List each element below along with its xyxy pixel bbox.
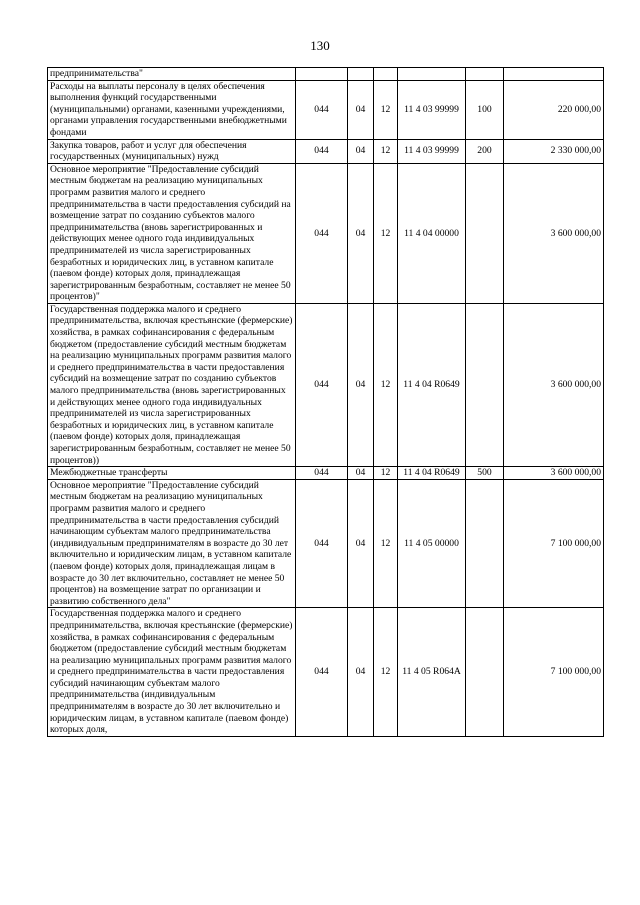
target-article: 11 4 03 99999	[398, 139, 466, 163]
table-row	[48, 479, 604, 608]
table-row	[48, 303, 604, 466]
amount: 3 600 000,00	[504, 467, 604, 480]
row-name: Межбюджетные трансферты	[48, 467, 296, 480]
row-name: Основное мероприятие "Предоставление субсидий местным бюджетам на реализацию муниципальных программ развития малого и среднего предпринимательства в части предоставления субсидий на возмещение затрат по созданию субъектов малого предпринимательства (вновь зарегистрированных и действующих менее одного года индивидуальных предпринимателей из числа зарегистрированных безработных и юридических лиц, в уставном капитале (паевом фонде) которых доля, принадлежащая зарегистрированным безработным, составляет не менее 50 процентов)"	[48, 163, 296, 303]
section-code: 04	[348, 80, 374, 139]
amount: 7 100 000,00	[504, 479, 604, 608]
expense-type	[466, 68, 504, 81]
row-name: Государственная поддержка малого и среднего предпринимательства, включая крестьянские (фермерские) хозяйства, в рамках софинансирования с федеральным бюджетом (предоставление субсидий местным бюджетам на реализацию муниципальных программ развития малого и среднего предпринимательства в части предоставления субсидий начинающим субъектам малого предпринимательства (индивидуальным предпринимателям в возрасте до 30 лет включительно и юридическим лицам, в уставном капитале (паевом фонде) которых доля,	[48, 608, 296, 737]
subsection-code: 12	[374, 467, 398, 480]
section-code: 04	[348, 608, 374, 737]
row-name: Основное мероприятие "Предоставление субсидий местным бюджетам на реализацию муниципальных программ развития малого и среднего предпринимательства в части предоставления субсидий начинающим субъектам малого предпринимательства (индивидуальным предпринимателям в возрасте до 30 лет включительно и юридическим лицам, в уставном капитале (паевом фонде) которых доля, принадлежащая лицам в возрасте до 30 лет включительно, составляет не менее 50 процентов) на возмещение затрат по организации и развитию собственного дела"	[48, 479, 296, 608]
expense-type	[466, 608, 504, 737]
row-name: Расходы на выплаты персоналу в целях обеспечения выполнения функций государственными (муниципальными) органами, казенными учреждениями, органами управления государственными внебюджетными фондами	[48, 80, 296, 139]
subsection-code: 12	[374, 303, 398, 466]
target-article: 11 4 04 R0649	[398, 303, 466, 466]
section-code	[348, 68, 374, 81]
ministry-code: 044	[296, 139, 348, 163]
target-article	[398, 68, 466, 81]
expense-type	[466, 303, 504, 466]
table-row	[48, 163, 604, 303]
table-row	[48, 68, 604, 81]
target-article: 11 4 04 00000	[398, 163, 466, 303]
table-row	[48, 80, 604, 139]
ministry-code: 044	[296, 303, 348, 466]
ministry-code: 044	[296, 80, 348, 139]
section-code: 04	[348, 163, 374, 303]
amount: 7 100 000,00	[504, 608, 604, 737]
expense-type: 200	[466, 139, 504, 163]
row-name: Закупка товаров, работ и услуг для обеспечения государственных (муниципальных) нужд	[48, 139, 296, 163]
ministry-code: 044	[296, 608, 348, 737]
expense-type	[466, 479, 504, 608]
ministry-code	[296, 68, 348, 81]
row-name: Государственная поддержка малого и среднего предпринимательства, включая крестьянские (фермерские) хозяйства, в рамках софинансирования с федеральным бюджетом (предоставление субсидий местным бюджетам на реализацию муниципальных программ развития малого и среднего предпринимательства в части предоставления субсидий на возмещение затрат по созданию субъектов малого предпринимательства (вновь зарегистрированных и действующих менее одного года индивидуальных предпринимателей из числа зарегистрированных безработных и юридических лиц, в уставном капитале (паевом фонде) которых доля, принадлежащая зарегистрированным безработным, составляет не менее 50 процентов))	[48, 303, 296, 466]
target-article: 11 4 05 00000	[398, 479, 466, 608]
section-code: 04	[348, 139, 374, 163]
target-article: 11 4 03 99999	[398, 80, 466, 139]
ministry-code: 044	[296, 163, 348, 303]
subsection-code: 12	[374, 139, 398, 163]
amount: 3 600 000,00	[504, 303, 604, 466]
target-article: 11 4 05 R064A	[398, 608, 466, 737]
subsection-code	[374, 68, 398, 81]
expense-type: 500	[466, 467, 504, 480]
amount	[504, 68, 604, 81]
subsection-code: 12	[374, 80, 398, 139]
target-article: 11 4 04 R0649	[398, 467, 466, 480]
section-code: 04	[348, 303, 374, 466]
amount: 220 000,00	[504, 80, 604, 139]
expense-type	[466, 163, 504, 303]
amount: 2 330 000,00	[504, 139, 604, 163]
ministry-code: 044	[296, 467, 348, 480]
expense-type: 100	[466, 80, 504, 139]
ministry-code: 044	[296, 479, 348, 608]
table-row	[48, 139, 604, 163]
budget-table	[47, 67, 604, 737]
section-code: 04	[348, 467, 374, 480]
subsection-code: 12	[374, 608, 398, 737]
table-row	[48, 467, 604, 480]
row-name: предпринимательства"	[48, 68, 296, 81]
table-row	[48, 608, 604, 737]
section-code: 04	[348, 479, 374, 608]
amount: 3 600 000,00	[504, 163, 604, 303]
subsection-code: 12	[374, 163, 398, 303]
page-number: 130	[310, 38, 330, 53]
subsection-code: 12	[374, 479, 398, 608]
